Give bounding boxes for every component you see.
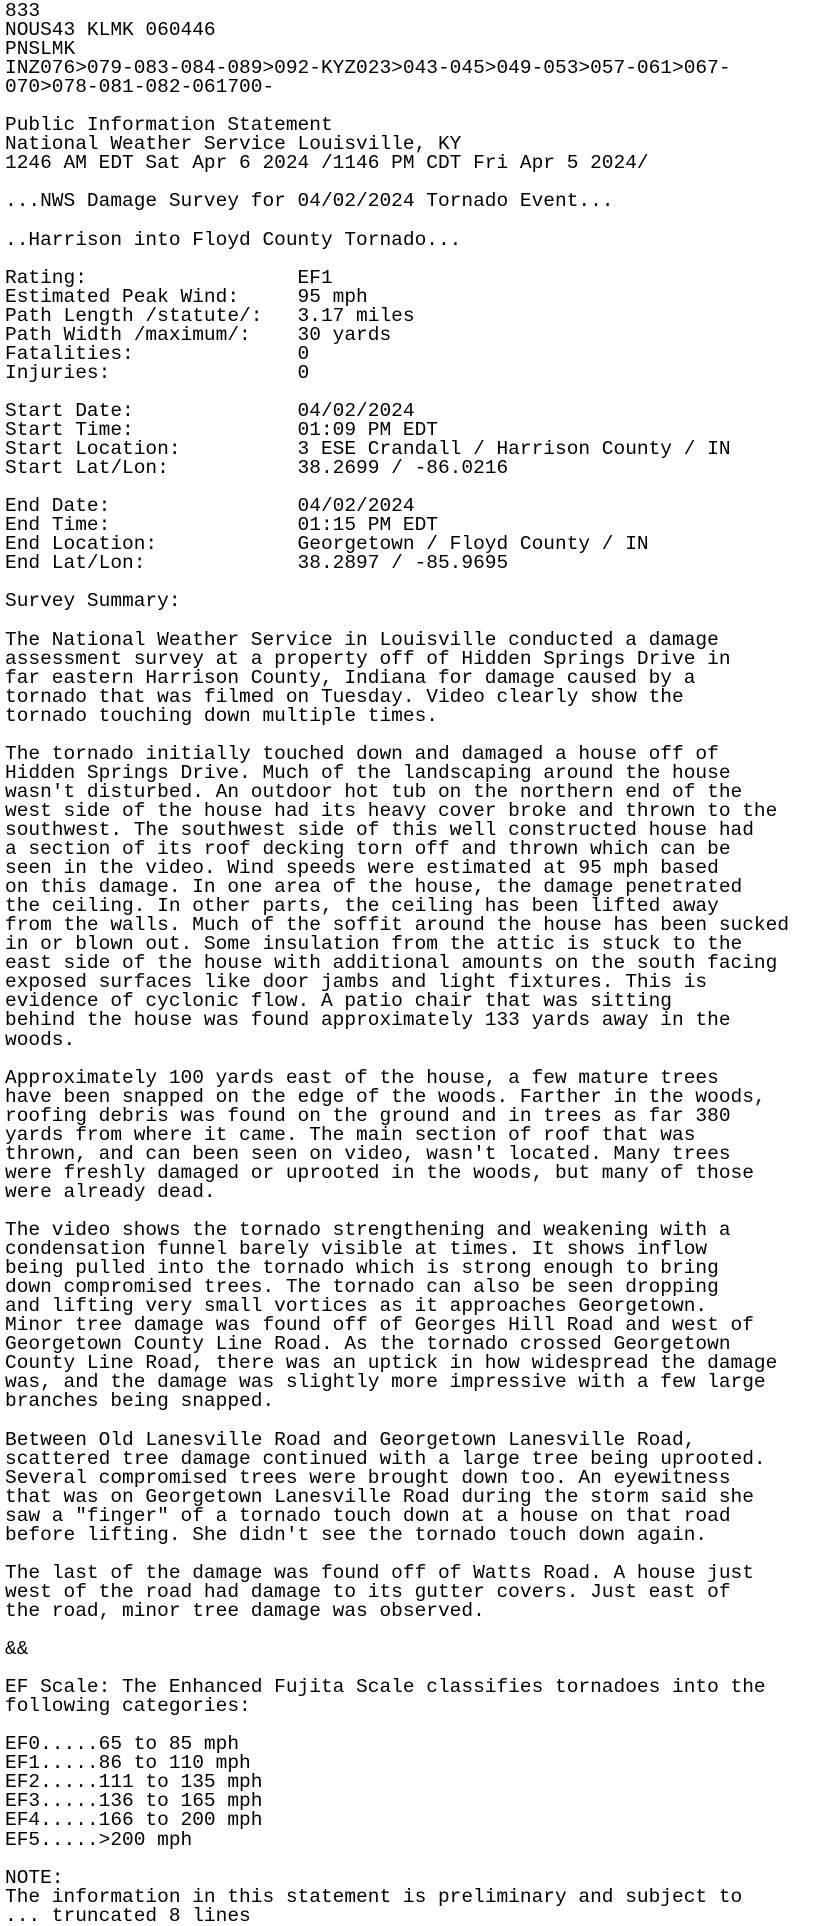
doc-line: being pulled into the tornado which is strong enough to bring [5,1257,719,1280]
doc-line: 070>078-081-082-061700- [5,76,275,99]
doc-line: yards from where it came. The main section of roof that was [5,1123,696,1146]
doc-line: condensation funnel barely visible at times. It shows inflow [5,1238,708,1261]
doc-line: west of the road had damage to its gutter covers. Just east of [5,1580,731,1603]
doc-line [5,612,813,631]
doc-line: EF5.....>200 mph [5,1828,193,1851]
doc-line: The last of the damage was found off of Watts Road. A house just [5,1561,754,1584]
doc-line: Public Information Statement [5,114,333,137]
doc-line: 833 [5,0,41,22]
doc-line: branches being snapped. [5,1390,275,1413]
doc-line: Hidden Springs Drive. Much of the landscaping around the house [5,761,731,784]
doc-line: Start Location: 3 ESE Crandall / Harrison County / IN [5,438,731,461]
doc-line: the road, minor tree damage was observed. [5,1599,485,1622]
doc-line: End Location: Georgetown / Floyd County / IN [5,533,649,556]
doc-line [5,1050,813,1069]
doc-line: 1246 AM EDT Sat Apr 6 2024 /1146 PM CDT Fri Apr 5 2024/ [5,152,649,175]
truncation-notice: ... truncated 8 lines [5,1904,251,1926]
doc-line [5,1411,813,1430]
doc-line: and lifting very small vortices as it approaches Georgetown. [5,1295,708,1318]
doc-line [5,212,813,231]
doc-line: before lifting. She didn't see the tornado touch down again. [5,1523,708,1546]
doc-line: were freshly damaged or uprooted in the woods, but many of those [5,1161,754,1184]
doc-line: was, and the damage was slightly more impressive with a few large [5,1371,766,1394]
doc-line: NOUS43 KLMK 060446 [5,19,216,42]
doc-line: Several compromised trees were brought down too. An eyewitness [5,1466,731,1489]
doc-line [5,1545,813,1564]
doc-line: wasn't disturbed. An outdoor hot tub on the northern end of the [5,780,743,803]
doc-line: have been snapped on the edge of the woods. Farther in the woods, [5,1085,766,1108]
doc-line: Survey Summary: [5,590,181,613]
doc-line: west side of the house had its heavy cover broke and thrown to the [5,799,778,822]
doc-line: Injuries: 0 [5,361,310,384]
doc-line: Fatalities: 0 [5,342,310,365]
doc-line: Approximately 100 yards east of the house, a few mature trees [5,1066,719,1089]
doc-line: in or blown out. Some insulation from the attic is stuck to the [5,933,743,956]
doc-line: EF4.....166 to 200 mph [5,1809,263,1832]
doc-line: Between Old Lanesville Road and Georgetown Lanesville Road, [5,1428,696,1451]
doc-line: Rating: EF1 [5,266,333,289]
doc-line: that was on Georgetown Lanesville Road during the storm said she [5,1485,754,1508]
doc-line: Start Date: 04/02/2024 [5,399,415,422]
doc-line: The information in this statement is preliminary and subject to [5,1885,743,1908]
doc-line: Path Width /maximum/: 30 yards [5,323,392,346]
doc-line: The video shows the tornado strengthening and weakening with a [5,1219,731,1241]
doc-line: Path Length /statute/: 3.17 miles [5,304,415,327]
doc-line: east side of the house with additional amounts on the south facing [5,952,778,975]
doc-line: down compromised trees. The tornado can also be seen dropping [5,1276,719,1299]
doc-line: scattered tree damage continued with a large tree being uprooted. [5,1447,766,1470]
doc-line: assessment survey at a property off of Hidden Springs Drive in [5,647,731,670]
doc-line: ..Harrison into Floyd County Tornado... [5,228,462,251]
doc-line: from the walls. Much of the soffit around the house has been sucked [5,914,790,937]
doc-line: following categories: [5,1695,251,1718]
doc-line: roofing debris was found on the ground and in trees as far 380 [5,1104,731,1127]
doc-line: thrown, and can been seen on video, wasn't located. Many trees [5,1142,731,1165]
doc-line: End Time: 01:15 PM EDT [5,514,438,537]
doc-line: NOTE: [5,1866,64,1889]
doc-line: End Lat/Lon: 38.2897 / -85.9695 [5,552,509,575]
doc-line: EF0.....65 to 85 mph [5,1733,240,1756]
doc-line: the ceiling. In other parts, the ceiling has been lifted away [5,895,719,918]
doc-line: PNSLMK [5,38,76,61]
doc-line: The tornado initially touched down and damaged a house off of [5,742,719,765]
doc-line: && [5,1638,29,1661]
doc-line: INZ076>079-083-084-089>092-KYZ023>043-045>049-053>057-061>067- [5,57,731,80]
doc-line: a section of its roof decking torn off and thrown which can be [5,838,731,861]
doc-line: tornado that was filmed on Tuesday. Video clearly show the [5,685,684,708]
doc-line: National Weather Service Louisville, KY [5,133,462,156]
doc-line: were already dead. [5,1180,216,1203]
doc-line: EF Scale: The Enhanced Fujita Scale classifies tornadoes into the [5,1676,766,1699]
doc-line: EF2.....111 to 135 mph [5,1771,263,1794]
doc-line: far eastern Harrison County, Indiana for damage caused by a [5,666,696,689]
doc-line: evidence of cyclonic flow. A patio chair that was sitting [5,990,673,1013]
doc-line: End Date: 04/02/2024 [5,495,415,518]
doc-line: on this damage. In one area of the house, the damage penetrated [5,876,743,899]
doc-line: Start Lat/Lon: 38.2699 / -86.0216 [5,457,509,480]
doc-line: behind the house was found approximately 133 yards away in the [5,1009,731,1032]
doc-line: Minor tree damage was found off of Georges Hill Road and west of [5,1314,754,1337]
doc-line: EF3.....136 to 165 mph [5,1790,263,1813]
doc-line: Start Time: 01:09 PM EDT [5,419,438,442]
doc-line: The National Weather Service in Louisville conducted a damage [5,628,719,651]
doc-line: Georgetown County Line Road. As the tornado crossed Georgetown [5,1333,731,1356]
doc-line [5,250,813,269]
doc-line: woods. [5,1028,76,1051]
doc-line: exposed surfaces like door jambs and light fixtures. This is [5,971,708,994]
doc-line [5,1621,813,1640]
doc-line: County Line Road, there was an uptick in how widespread the damage [5,1352,778,1375]
doc-line: southwest. The southwest side of this well constructed house had [5,819,754,842]
doc-line: Estimated Peak Wind: 95 mph [5,285,368,308]
doc-line [5,726,813,745]
doc-line: seen in the video. Wind speeds were estimated at 95 mph based [5,857,719,880]
doc-line: ...NWS Damage Survey for 04/02/2024 Tornado Event... [5,190,614,213]
doc-line: tornado touching down multiple times. [5,704,438,727]
doc-line: EF1.....86 to 110 mph [5,1752,251,1775]
doc-line: saw a "finger" of a tornado touch down at a house on that road [5,1504,731,1527]
doc-line [5,1850,813,1869]
